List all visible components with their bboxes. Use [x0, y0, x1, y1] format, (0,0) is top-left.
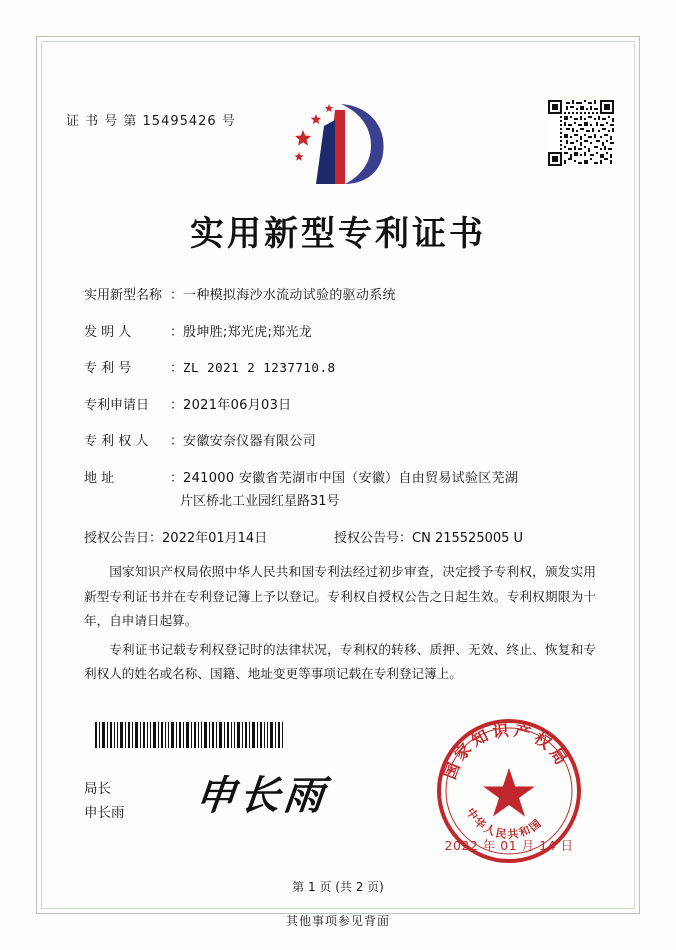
- field-value: 安徽安奈仪器有限公司: [183, 434, 317, 449]
- field-row-application-date: [84, 396, 604, 416]
- paragraph-2: 专利证书记载专利权登记时的法律状况，专利权的转移、质押、无效、终止、恢复和专利权人的姓名或名称、国籍、地址变更等事项记载在专利登记簿上。: [84, 641, 596, 682]
- field-colon: ：: [170, 361, 184, 376]
- grant-number-label: 授权公告号: [334, 530, 400, 546]
- field-colon: ：: [170, 324, 184, 340]
- field-value: 2021年06月03日: [183, 397, 292, 413]
- page-indicator: 第 1 页 (共 2 页): [292, 880, 384, 894]
- field-row-utility-model-name: [84, 286, 604, 306]
- field-colon: ：: [170, 470, 184, 486]
- field-label: 专利申请日: [84, 397, 150, 413]
- field-row-address: [84, 469, 604, 489]
- field-colon: ：: [399, 530, 413, 546]
- footer-note: 其他事项参见背面: [285, 914, 390, 928]
- field-row-inventor: [84, 323, 604, 343]
- seal-date: 2022 年 01 月 14 日: [444, 838, 574, 853]
- field-colon: ：: [170, 288, 184, 303]
- field-row-patentee: [84, 432, 604, 452]
- grant-date-label: 授权公告日: [84, 530, 150, 546]
- field-colon: ：: [170, 397, 184, 413]
- director-title: 局长: [84, 781, 111, 797]
- field-label: 发 明 人: [84, 324, 132, 340]
- cnipa-logo-icon: [283, 96, 393, 188]
- grant-announcement-row: [84, 529, 604, 549]
- address-line-2: 片区桥北工业园红星路31号: [180, 494, 340, 509]
- field-label: 专 利 号: [84, 361, 132, 376]
- grant-number-value: CN 215525005 U: [412, 530, 524, 546]
- field-value: 殷坤胜;郑光虎;郑光龙: [183, 324, 313, 340]
- field-label: 专 利 权 人: [84, 434, 149, 449]
- grant-date-group: [84, 529, 334, 549]
- field-value: 一种模拟海沙水流动试验的驱动系统: [183, 288, 396, 303]
- grant-date-value: 2022年01月14日: [162, 530, 268, 546]
- director-name: 申长雨: [84, 804, 125, 821]
- field-row-patent-number: [84, 359, 604, 379]
- page-title: 实用新型专利证书: [190, 214, 486, 254]
- paragraph-1: 国家知识产权局依照中华人民共和国专利法经过初步审查，决定授予专利权，颁发实用新型专利证书并在专利登记簿上予以登记。专利权自授权公告之日起生效。专利权期限为十年，自申请日起算。: [84, 564, 596, 629]
- field-list: [84, 286, 604, 564]
- field-value: 241000 安徽省芜湖市中国（安徽）自由贸易试验区芜湖: [183, 470, 519, 486]
- field-value: ZL 2021 2 1237710.8: [183, 360, 336, 375]
- certificate-number: 证 书 号 第 15495426 号: [66, 114, 236, 129]
- field-colon: ：: [170, 434, 184, 449]
- field-label: 实用新型名称: [84, 288, 163, 303]
- handwritten-signature: 申长雨: [193, 772, 331, 819]
- grant-number-group: [334, 529, 604, 549]
- signature-labels: [84, 778, 125, 825]
- body-text: [84, 560, 596, 691]
- barcode: [95, 722, 283, 748]
- field-colon: ：: [149, 530, 163, 546]
- field-label: 地 址: [84, 470, 115, 486]
- svg-text:中华人民共和国: 中华人民共和国: [463, 805, 546, 842]
- svg-text:国家知识产权局: 国家知识产权局: [440, 720, 573, 782]
- qr-code-icon: [548, 100, 614, 166]
